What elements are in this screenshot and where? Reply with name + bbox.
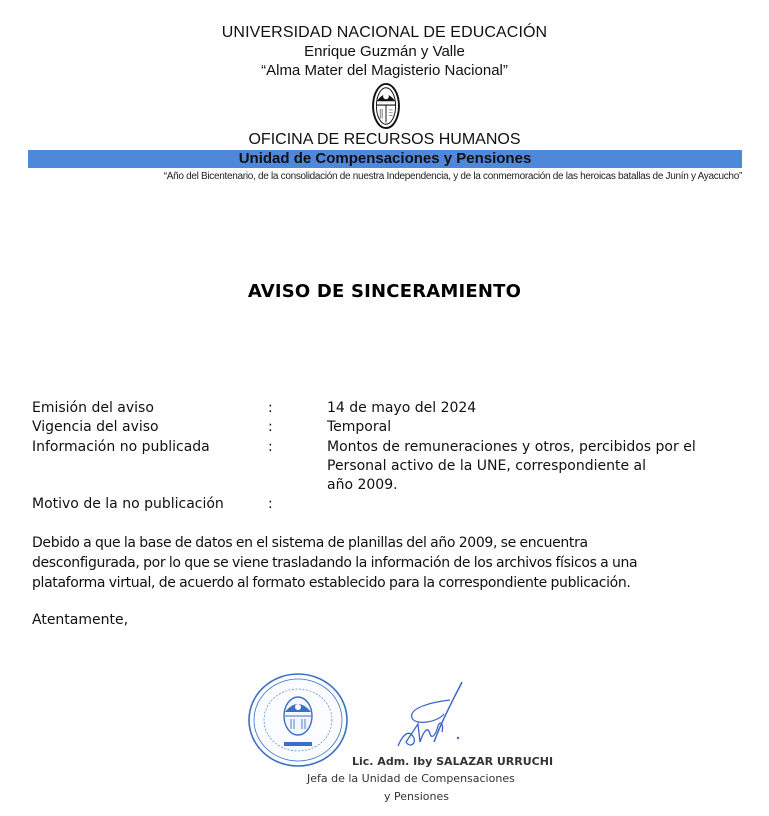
field-label: Información no publicada	[32, 439, 210, 455]
university-crest-icon	[371, 82, 401, 130]
field-colon: :	[268, 400, 273, 416]
signatory-role: Jefa de la Unidad de Compensaciones	[307, 772, 515, 785]
field-value	[327, 438, 747, 495]
field-value-line: Montos de remuneraciones y otros, percibidos por el	[327, 439, 696, 455]
document-title: AVISO DE SINCERAMIENTO	[247, 281, 522, 302]
field-value-line: Personal activo de la UNE, correspondiente al	[327, 458, 646, 474]
office-name: OFICINA DE RECURSOS HUMANOS	[248, 131, 521, 148]
signatory-name: Lic. Adm. Iby SALAZAR URRUCHI	[352, 755, 554, 768]
body-paragraph	[32, 533, 742, 593]
field-colon: :	[268, 439, 273, 455]
field-colon: :	[268, 419, 273, 435]
field-value-line: año 2009.	[327, 477, 398, 493]
field-colon: :	[268, 496, 273, 512]
university-motto: “Alma Mater del Magisterio Nacional”	[261, 62, 508, 79]
paragraph-line: plataforma virtual, de acuerdo al formato establecido para la correspondiente publicación.	[32, 575, 631, 591]
closing-text: Atentamente,	[32, 612, 129, 628]
university-subtitle: Enrique Guzmán y Valle	[304, 43, 465, 60]
field-value	[327, 399, 747, 418]
handwritten-signature	[392, 680, 470, 752]
paragraph-line: desconfigurada, por lo que se viene trasladando la información de los archivos físicos a una	[32, 555, 638, 571]
field-value	[327, 418, 747, 437]
unit-banner	[28, 150, 742, 168]
year-motto: “Año del Bicentenario, de la consolidación de nuestra Independencia, y de la conmemoración de las heroicas batallas de Junín y Ayacucho”	[163, 171, 742, 182]
signatory-role-line2: y Pensiones	[384, 790, 449, 803]
field-label: Motivo de la no publicación	[32, 496, 224, 512]
official-stamp-icon	[247, 672, 349, 768]
field-label: Vigencia del aviso	[32, 419, 159, 435]
field-value-line: 14 de mayo del 2024	[327, 400, 477, 416]
paragraph-line: Debido a que la base de datos en el sistema de planillas del año 2009, se encuentra	[32, 535, 588, 551]
field-value-line: Temporal	[327, 419, 392, 435]
field-label: Emisión del aviso	[32, 400, 154, 416]
unit-banner-text: Unidad de Compensaciones y Pensiones	[238, 150, 532, 167]
university-name: UNIVERSIDAD NACIONAL DE EDUCACIÓN	[221, 24, 548, 41]
